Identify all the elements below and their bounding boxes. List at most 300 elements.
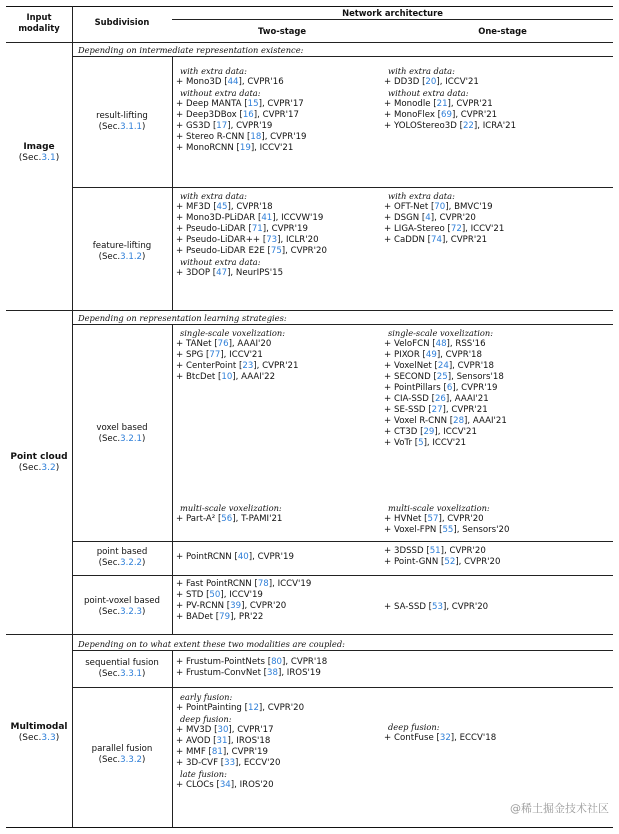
method-name: SPG xyxy=(186,350,207,360)
citation-link[interactable]: [6], xyxy=(443,383,462,393)
citation-link[interactable]: [47], xyxy=(212,268,236,278)
method-name: 3DOP xyxy=(186,268,213,278)
citation-link[interactable]: [29], xyxy=(420,427,444,437)
method-name: Pseudo-LiDAR++ xyxy=(186,235,263,245)
plus-marker: + xyxy=(176,121,184,131)
venue: ICCV'21 xyxy=(443,427,477,437)
method-name: VeloFCN xyxy=(394,339,433,349)
plus-marker: + xyxy=(176,224,184,234)
venue: ICCV'21 xyxy=(445,77,479,87)
venue: ICCV'21 xyxy=(432,438,467,448)
method-name: BADet xyxy=(186,612,216,622)
result-lifting-two-stage-list xyxy=(176,66,307,154)
citation-link[interactable]: [50], xyxy=(206,590,230,600)
method-name: PointPainting xyxy=(186,703,245,713)
plus-marker: + xyxy=(176,590,184,600)
method-entry xyxy=(384,405,507,416)
citation-link[interactable]: [12], xyxy=(244,703,268,713)
plus-marker: + xyxy=(384,77,392,87)
venue: CVPR'20 xyxy=(439,213,476,223)
method-entry xyxy=(384,525,509,536)
citation-link[interactable]: [27], xyxy=(428,405,452,415)
voxel-one-stage-single-list xyxy=(384,328,507,449)
method-name: Stereo R-CNN xyxy=(186,132,248,142)
point-based-two-stage-list xyxy=(176,552,294,563)
sequential-two-stage-list xyxy=(176,657,327,679)
venue: IROS'20 xyxy=(239,780,274,790)
header-input-modality: Input modality xyxy=(18,12,60,33)
subdiv-divider-3 xyxy=(172,324,173,634)
method-entry xyxy=(384,372,507,383)
method-entry xyxy=(384,438,507,449)
pc-rule-2 xyxy=(72,575,613,576)
citation-link[interactable]: [26], xyxy=(431,394,455,404)
group-label: late fusion: xyxy=(180,769,227,779)
citation-link[interactable]: [80], xyxy=(267,657,291,667)
method-name: CT3D xyxy=(394,427,421,437)
method-name: PV-RCNN xyxy=(186,601,227,611)
group-label: without extra data: xyxy=(180,257,261,267)
venue: Sensors'18 xyxy=(456,372,504,382)
group-label: with extra data: xyxy=(388,66,455,76)
plus-marker: + xyxy=(384,733,392,743)
venue: BMVC'19 xyxy=(454,202,493,212)
plus-marker: + xyxy=(384,427,392,437)
citation-link[interactable]: [33], xyxy=(220,758,244,768)
plus-marker: + xyxy=(384,224,392,234)
plus-marker: + xyxy=(384,99,392,109)
method-name: Monodle xyxy=(394,99,434,109)
citation-link[interactable]: [41], xyxy=(257,213,282,223)
method-entry xyxy=(384,514,509,525)
venue: CVPR'20 xyxy=(267,703,305,713)
method-name: TANet xyxy=(186,339,215,349)
method-name: CLOCs xyxy=(186,780,217,790)
parallel-one-stage-list xyxy=(384,722,496,744)
method-entry xyxy=(384,235,504,246)
citation-link[interactable]: [71], xyxy=(248,224,272,234)
citation-link[interactable]: [45], xyxy=(213,202,237,212)
plus-marker: + xyxy=(176,601,184,611)
method-entry xyxy=(176,77,307,88)
citation-link[interactable]: [16], xyxy=(239,110,263,120)
method-entry xyxy=(176,268,327,279)
plus-marker: + xyxy=(176,514,184,524)
citation-link[interactable]: [73], xyxy=(262,235,286,245)
citation-link[interactable]: [81], xyxy=(208,747,232,757)
method-name: Voxel-FPN xyxy=(394,525,440,535)
method-entry xyxy=(384,427,507,438)
venue: CVPR'20 xyxy=(464,557,501,567)
subdiv-point-based: point based (Sec.3.2.2) xyxy=(96,547,148,568)
venue: ICCV'21 xyxy=(259,143,294,153)
venue: ICCV'19 xyxy=(229,590,263,600)
venue: CVPR'20 xyxy=(449,546,486,556)
citation-link[interactable]: [56], xyxy=(217,514,242,524)
citation-link[interactable]: [5], xyxy=(414,438,433,448)
plus-marker: + xyxy=(384,383,392,393)
method-name: PointRCNN xyxy=(186,552,235,562)
method-name: 3D-CVF xyxy=(186,758,221,768)
method-name: Point-GNN xyxy=(394,557,442,567)
citation-link[interactable]: [77], xyxy=(206,350,230,360)
method-name: CaDDN xyxy=(394,235,428,245)
citation-link[interactable]: [15], xyxy=(244,99,268,109)
citation-link[interactable]: [79], xyxy=(215,612,239,622)
header-rule xyxy=(6,42,613,43)
plus-marker: + xyxy=(384,339,392,349)
group-label: without extra data: xyxy=(180,88,261,98)
bottom-rule xyxy=(6,827,613,828)
method-name: Deep MANTA xyxy=(186,99,245,109)
group-label: deep fusion: xyxy=(388,722,440,732)
citation-link[interactable]: [28], xyxy=(449,416,473,426)
arch-rule xyxy=(172,19,613,20)
plus-marker: + xyxy=(176,235,184,245)
subdiv-feature-lifting: feature-lifting (Sec.3.1.2) xyxy=(92,241,152,262)
method-name: Pseudo-LiDAR E2E xyxy=(186,246,268,256)
method-name: Fast PointRCNN xyxy=(186,579,255,589)
method-name: OFT-Net xyxy=(394,202,431,212)
venue: CVPR'20 xyxy=(290,246,327,256)
citation-link[interactable]: [48], xyxy=(432,339,456,349)
method-name: 3DSSD xyxy=(394,546,427,556)
venue: CVPR'19 xyxy=(271,224,308,234)
method-entry xyxy=(176,703,304,714)
group-label: single-scale voxelization: xyxy=(388,328,494,338)
plus-marker: + xyxy=(176,361,184,371)
method-entry xyxy=(384,416,507,427)
pc-end-rule xyxy=(6,634,613,635)
venue: CVPR'19 xyxy=(257,552,294,562)
venue: ICLR'20 xyxy=(285,235,319,245)
venue: CVPR'19 xyxy=(461,383,498,393)
citation-link[interactable]: [57], xyxy=(424,514,448,524)
image-banner: Depending on intermediate representation existence: xyxy=(78,45,304,55)
modality-point-cloud: Point cloud (Sec.3.2) xyxy=(10,452,68,473)
point-cloud-banner: Depending on representation learning strategies: xyxy=(78,313,287,323)
venue: RSS'16 xyxy=(455,339,486,349)
method-name: Mono3D-PLiDAR xyxy=(186,213,258,223)
venue: T-PAMI'21 xyxy=(241,514,283,524)
plus-marker: + xyxy=(176,747,184,757)
image-end-rule xyxy=(6,310,613,311)
venue: CVPR'18 xyxy=(290,657,328,667)
method-entry xyxy=(176,143,307,154)
venue: CVPR'19 xyxy=(231,747,268,757)
plus-marker: + xyxy=(176,703,184,713)
citation-link[interactable]: [30], xyxy=(214,725,238,735)
citation-link[interactable]: [78], xyxy=(254,579,278,589)
citation-link[interactable]: [55], xyxy=(439,525,463,535)
plus-marker: + xyxy=(384,213,392,223)
plus-marker: + xyxy=(176,143,184,153)
method-name: BtcDet xyxy=(186,372,218,382)
method-entry xyxy=(176,224,327,235)
method-entry xyxy=(384,602,488,613)
venue: CVPR'19 xyxy=(236,121,273,131)
method-name: MonoFlex xyxy=(394,110,438,120)
group-label: without extra data: xyxy=(388,88,469,98)
citation-link[interactable]: [70], xyxy=(430,202,455,212)
citation-link[interactable]: [17], xyxy=(212,121,237,131)
method-entry xyxy=(384,733,496,744)
plus-marker: + xyxy=(384,372,392,382)
citation-link[interactable]: [21], xyxy=(433,99,457,109)
citation-link[interactable]: [44], xyxy=(224,77,248,87)
plus-marker: + xyxy=(384,202,392,212)
method-name: PointPillars xyxy=(394,383,444,393)
header-subdivision: Subdivision xyxy=(94,17,150,27)
method-entry xyxy=(176,213,327,224)
citation-link[interactable]: [76], xyxy=(214,339,238,349)
venue: CVPR'18 xyxy=(445,350,482,360)
method-entry xyxy=(176,657,327,668)
subdiv-divider-2 xyxy=(172,187,173,310)
citation-link[interactable]: [25], xyxy=(433,372,457,382)
venue: CVPR'20 xyxy=(447,514,484,524)
plus-marker: + xyxy=(176,780,184,790)
venue: AAAI'21 xyxy=(472,416,507,426)
citation-link[interactable]: [24], xyxy=(434,361,458,371)
venue: CVPR'19 xyxy=(270,132,307,142)
method-entry xyxy=(176,736,304,747)
method-name: DSGN xyxy=(394,213,422,223)
method-name: CIA-SSD xyxy=(394,394,432,404)
method-entry xyxy=(176,780,304,791)
multimodal-banner: Depending on to what extent these two modalities are coupled: xyxy=(78,639,345,649)
plus-marker: + xyxy=(176,725,184,735)
plus-marker: + xyxy=(176,552,184,562)
method-entry xyxy=(176,350,298,361)
group-label: multi-scale voxelization: xyxy=(180,503,282,513)
citation-link[interactable]: [53], xyxy=(428,602,452,612)
venue: ICCV'21 xyxy=(470,224,505,234)
plus-marker: + xyxy=(384,525,392,535)
method-entry xyxy=(384,350,507,361)
citation-link[interactable]: [49], xyxy=(422,350,446,360)
method-name: YOLOStereo3D xyxy=(394,121,460,131)
plus-marker: + xyxy=(384,416,392,426)
subdiv-divider-4 xyxy=(172,650,173,827)
venue: CVPR'21 xyxy=(450,235,488,245)
method-name: Voxel R-CNN xyxy=(394,416,450,426)
group-label: with extra data: xyxy=(388,191,455,201)
method-entry xyxy=(384,202,504,213)
group-label: with extra data: xyxy=(180,191,247,201)
venue: CVPR'21 xyxy=(262,361,299,371)
citation-link[interactable]: [72], xyxy=(447,224,471,234)
method-entry xyxy=(176,246,327,257)
citation-link[interactable]: [32], xyxy=(436,733,460,743)
plus-marker: + xyxy=(176,339,184,349)
method-entry xyxy=(384,394,507,405)
plus-marker: + xyxy=(176,579,184,589)
plus-marker: + xyxy=(176,612,184,622)
method-name: PIXOR xyxy=(394,350,423,360)
mm-mid-rule xyxy=(72,687,613,688)
plus-marker: + xyxy=(176,372,184,382)
method-name: MMF xyxy=(186,747,209,757)
plus-marker: + xyxy=(176,77,184,87)
subdiv-sequential-fusion: sequential fusion (Sec.3.3.1) xyxy=(85,658,159,679)
method-entry xyxy=(384,546,500,557)
plus-marker: + xyxy=(176,110,184,120)
plus-marker: + xyxy=(384,110,392,120)
plus-marker: + xyxy=(384,350,392,360)
method-entry xyxy=(176,121,307,132)
method-entry xyxy=(384,557,500,568)
plus-marker: + xyxy=(384,514,392,524)
method-name: Mono3D xyxy=(186,77,225,87)
voxel-two-stage-multi-list xyxy=(176,503,282,525)
mm-banner-rule xyxy=(72,650,613,651)
citation-link[interactable]: [22], xyxy=(459,121,483,131)
plus-marker: + xyxy=(176,668,184,678)
plus-marker: + xyxy=(176,350,184,360)
venue: ICCV'19 xyxy=(277,579,312,589)
venue: CVPR'16 xyxy=(247,77,284,87)
venue: CVPR'21 xyxy=(451,405,488,415)
top-rule xyxy=(6,6,613,7)
method-name: SE-SSD xyxy=(394,405,429,415)
method-name: VoxelNet xyxy=(394,361,435,371)
pc-banner-rule xyxy=(72,324,613,325)
result-lifting-one-stage-list xyxy=(384,66,516,132)
voxel-two-stage-single-list xyxy=(176,328,298,383)
point-based-one-stage-list xyxy=(384,546,500,568)
venue: CVPR'21 xyxy=(460,110,498,120)
plus-marker: + xyxy=(384,438,392,448)
pc-rule-1 xyxy=(72,541,613,542)
venue: AAAI'22 xyxy=(241,372,276,382)
venue: Sensors'20 xyxy=(462,525,510,535)
point-voxel-one-stage-list xyxy=(384,602,488,613)
method-entry xyxy=(176,372,298,383)
watermark: @稀土掘金技术社区 xyxy=(510,802,609,815)
method-name: LIGA-Stereo xyxy=(394,224,448,234)
plus-marker: + xyxy=(384,361,392,371)
method-entry xyxy=(384,339,507,350)
plus-marker: + xyxy=(176,246,184,256)
header-two-stage: Two-stage xyxy=(257,26,307,36)
venue: CVPR'17 xyxy=(262,110,299,120)
method-name: MonoRCNN xyxy=(186,143,237,153)
image-mid-rule xyxy=(72,187,613,188)
method-entry xyxy=(384,224,504,235)
image-banner-rule xyxy=(72,56,613,57)
plus-marker: + xyxy=(176,132,184,142)
plus-marker: + xyxy=(176,213,184,223)
subdiv-result-lifting: result-lifting (Sec.3.1.1) xyxy=(96,111,148,132)
venue: ICCV'21 xyxy=(229,350,263,360)
venue: CVPR'20 xyxy=(249,601,287,611)
point-voxel-two-stage-list xyxy=(176,579,311,623)
citation-link[interactable]: [69], xyxy=(437,110,461,120)
voxel-one-stage-multi-list xyxy=(384,503,509,536)
method-entry xyxy=(176,579,311,590)
plus-marker: + xyxy=(384,121,392,131)
plus-marker: + xyxy=(384,557,392,567)
citation-link[interactable]: [20], xyxy=(422,77,446,87)
citation-link[interactable]: [40], xyxy=(234,552,258,562)
method-name: Part-A² xyxy=(186,514,218,524)
venue: AAAI'20 xyxy=(237,339,272,349)
venue: NeurIPS'15 xyxy=(235,268,284,278)
venue: ECCV'20 xyxy=(243,758,281,768)
venue: ECCV'18 xyxy=(459,733,497,743)
citation-link[interactable]: [39], xyxy=(226,601,250,611)
method-entry xyxy=(176,361,298,372)
subdiv-parallel-fusion: parallel fusion (Sec.3.3.2) xyxy=(91,744,153,765)
citation-link[interactable]: [18], xyxy=(247,132,271,142)
subdiv-point-voxel-based: point-voxel based (Sec.3.2.3) xyxy=(83,596,161,617)
citation-link[interactable]: [74], xyxy=(427,235,451,245)
method-entry xyxy=(176,747,304,758)
citation-link[interactable]: [52], xyxy=(441,557,465,567)
modality-multimodal: Multimodal (Sec.3.3) xyxy=(10,722,68,743)
citation-link[interactable]: [10], xyxy=(218,372,242,382)
method-entry xyxy=(176,601,311,612)
method-name: STD xyxy=(186,590,207,600)
method-entry xyxy=(384,383,507,394)
citation-link[interactable]: [34], xyxy=(216,780,240,790)
method-name: SA-SSD xyxy=(394,602,429,612)
method-name: Frustum-ConvNet xyxy=(186,668,264,678)
modality-image: Image (Sec.3.1) xyxy=(18,142,60,163)
group-label: with extra data: xyxy=(180,66,247,76)
venue: IROS'19 xyxy=(286,668,321,678)
header-one-stage: One-stage xyxy=(478,26,527,36)
feature-lifting-one-stage-list xyxy=(384,191,504,246)
citation-link[interactable]: [19], xyxy=(236,143,260,153)
citation-link[interactable]: [23], xyxy=(239,361,263,371)
method-name: GS3D xyxy=(186,121,213,131)
method-entry xyxy=(176,552,294,563)
citation-link[interactable]: [31], xyxy=(213,736,237,746)
parallel-two-stage-list xyxy=(176,692,304,791)
venue: CVPR'18 xyxy=(457,361,494,371)
plus-marker: + xyxy=(384,235,392,245)
citation-link[interactable]: [51], xyxy=(426,546,450,556)
method-entry xyxy=(176,590,311,601)
plus-marker: + xyxy=(384,394,392,404)
venue: ICCVW'19 xyxy=(281,213,324,223)
method-entry xyxy=(384,121,516,132)
method-entry xyxy=(176,202,327,213)
method-name: CenterPoint xyxy=(186,361,239,371)
method-entry xyxy=(384,361,507,372)
method-entry xyxy=(176,758,304,769)
venue: CVPR'20 xyxy=(451,602,489,612)
method-entry xyxy=(384,77,516,88)
method-entry xyxy=(176,725,304,736)
citation-link[interactable]: [38], xyxy=(263,668,287,678)
method-entry xyxy=(176,235,327,246)
plus-marker: + xyxy=(384,546,392,556)
citation-link[interactable]: [75], xyxy=(267,246,291,256)
plus-marker: + xyxy=(176,657,184,667)
method-name: VoTr xyxy=(394,438,415,448)
citation-link[interactable]: [4], xyxy=(421,213,440,223)
plus-marker: + xyxy=(176,202,184,212)
header-network-architecture: Network architecture xyxy=(342,8,443,18)
method-name: SECOND xyxy=(394,372,434,382)
subdiv-divider-1 xyxy=(172,56,173,187)
group-label: single-scale voxelization: xyxy=(180,328,286,338)
venue: IROS'18 xyxy=(236,736,271,746)
plus-marker: + xyxy=(176,99,184,109)
